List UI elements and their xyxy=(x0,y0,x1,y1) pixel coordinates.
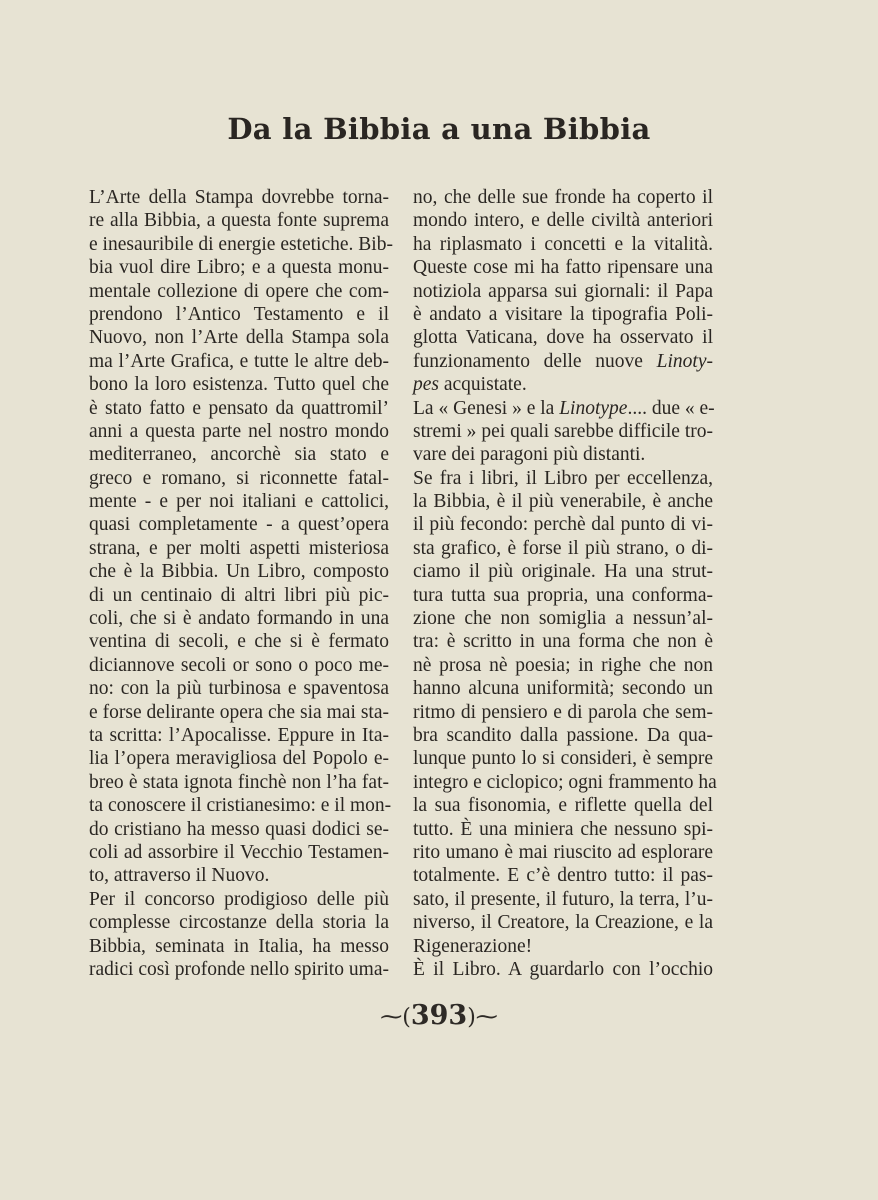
text-line: notiziola apparsa sui giornali: il Papa xyxy=(413,280,713,302)
text-line: sta grafico, è forse il più strano, o di- xyxy=(413,537,713,559)
text-line: e inesauribile di energie estetiche. Bib- xyxy=(89,233,393,255)
right-text-column xyxy=(413,186,717,981)
text-line xyxy=(413,373,713,396)
text-line: È il Libro. A guardarlo con l’occhio xyxy=(413,958,713,980)
text-line: radici così profonde nello spirito uma- xyxy=(89,958,389,980)
text-line: sato, il presente, il futuro, la terra, l’u- xyxy=(413,888,713,910)
text-line: di un centinaio di altri libri più pic- xyxy=(89,584,389,606)
text-line: greco e romano, si riconnette fatal- xyxy=(89,467,389,489)
text-line: anni a questa parte nel nostro mondo xyxy=(89,420,389,442)
text-line: to, attraverso il Nuovo. xyxy=(89,865,270,887)
text-line: la Bibbia, è il più venerabile, è anche xyxy=(413,491,713,513)
left-text-column xyxy=(89,186,393,981)
text-line: prendono l’Antico Testamento e il xyxy=(89,303,389,325)
text-line: L’Arte della Stampa dovrebbe torna- xyxy=(89,187,389,208)
text-line: bono la loro esistenza. Tutto quel che xyxy=(89,374,389,396)
text-line: ciamo il più originale. Ha una strut- xyxy=(413,561,713,583)
text-line: mentale collezione di opere che com- xyxy=(89,280,389,302)
folio-ornament-left: ⁓( xyxy=(380,1005,411,1030)
text-line: coli ad assorbire il Vecchio Testamen- xyxy=(89,841,389,863)
italic-term: Linoty- xyxy=(656,350,714,372)
text-line: quasi completamente - a quest’opera xyxy=(89,514,389,536)
text-line: mente - e per noi italiani e cattolici, xyxy=(89,491,389,513)
text-line: Se fra i libri, il Libro per eccellenza, xyxy=(413,467,713,489)
text-line: integro e ciclopico; ogni frammento ha xyxy=(413,771,717,793)
text-line: ta conoscere il cristianesimo: e il mon- xyxy=(89,795,392,817)
text-line: diciannove secoli or sono o poco me- xyxy=(89,654,389,676)
text-line: mondo intero, e delle civiltà anteriori xyxy=(413,210,713,232)
page-number-value: 393 xyxy=(410,1000,468,1031)
text-line: ta scritta: l’Apocalisse. Eppure in Ita- xyxy=(89,724,389,746)
text-line: nè prosa nè poesia; in righe che non xyxy=(413,654,713,676)
text-line: lunque punto lo si consideri, è sempre xyxy=(413,748,713,770)
text-line: e forse delirante opera che sia mai sta- xyxy=(89,701,389,723)
text-line: lia l’opera meravigliosa del Popolo e- xyxy=(89,748,389,770)
text-fragment: .... due « e- xyxy=(627,397,715,419)
folio-ornament-right: )⁓ xyxy=(467,1005,498,1030)
text-fragment: La « Genesi » e la xyxy=(413,397,560,419)
text-line: la sua fisonomia, e riflette quella del xyxy=(413,795,713,817)
text-line: no: con la più turbinosa e spaventosa xyxy=(89,678,389,700)
text-line: niverso, il Creatore, la Creazione, e la xyxy=(413,912,713,934)
text-line: bia vuol dire Libro; e a questa monu- xyxy=(89,257,389,279)
text-line: strana, e per molti aspetti misteriosa xyxy=(89,537,389,559)
italic-term: Linotype xyxy=(559,397,628,419)
text-line: do cristiano ha messo quasi dodici se- xyxy=(89,818,389,840)
text-line: Queste cose mi ha fatto ripensare una xyxy=(413,257,713,279)
text-line: vare dei paragoni più distanti. xyxy=(413,444,646,466)
text-line: rito umano è mai riuscito ad esplorare xyxy=(413,841,713,863)
text-line: che è la Bibbia. Un Libro, composto xyxy=(89,561,389,583)
text-fragment: acquistate. xyxy=(439,374,527,396)
text-line: tutto. È una miniera che nessuno spi- xyxy=(413,818,713,840)
text-line: hanno alcuna uniformità; secondo un xyxy=(413,678,713,700)
text-line: ventina di secoli, e che si è fermato xyxy=(89,631,389,653)
text-line: re alla Bibbia, a questa fonte suprema xyxy=(89,210,389,232)
text-line: ha riplasmato i concetti e la vitalità. xyxy=(413,233,713,255)
text-line: breo è stata ignota finchè non l’ha fat- xyxy=(89,771,389,793)
text-line: è andato a visitare la tipografia Poli- xyxy=(413,303,713,325)
page-title: Da la Bibbia a una Bibbia xyxy=(227,112,651,146)
text-line: Per il concorso prodigioso delle più xyxy=(89,888,389,910)
text-fragment: funzionamento delle nuove xyxy=(413,350,643,372)
text-line: tura tutta sua propria, una conforma- xyxy=(413,584,713,606)
text-line: coli, che si è andato formando in una xyxy=(89,608,389,630)
text-line: Nuovo, non l’Arte della Stampa sola xyxy=(89,327,389,349)
text-line: stremi » pei quali sarebbe difficile tro- xyxy=(413,420,713,442)
text-line xyxy=(413,350,713,373)
text-line: totalmente. E c’è dentro tutto: il pas- xyxy=(413,865,713,887)
text-line: mediterraneo, ancorchè sia stato e xyxy=(89,444,389,466)
text-line xyxy=(413,397,713,420)
text-line: glotta Vaticana, dove ha osservato il xyxy=(413,327,713,349)
text-line: è stato fatto e pensato da quattromil’ xyxy=(89,397,389,419)
text-line: Rigenerazione! xyxy=(413,935,533,957)
text-line: tra: è scritto in una forma che non è xyxy=(413,631,713,653)
text-line: complesse circostanze della storia la xyxy=(89,912,389,934)
page-number xyxy=(0,1000,878,1031)
text-line: bra scandito dalla passione. Da qua- xyxy=(413,724,713,746)
text-line: Bibbia, seminata in Italia, ha messo xyxy=(89,935,389,957)
text-line: no, che delle sue fronde ha coperto il xyxy=(413,187,713,208)
text-line: ritmo di pensiero e di parola che sem- xyxy=(413,701,713,723)
italic-term: pes xyxy=(413,374,439,396)
text-line: ma l’Arte Grafica, e tutte le altre deb- xyxy=(89,350,389,372)
text-line: zione che non somiglia a nessun’al- xyxy=(413,608,713,630)
text-line: il più fecondo: perchè dal punto di vi- xyxy=(413,514,713,536)
